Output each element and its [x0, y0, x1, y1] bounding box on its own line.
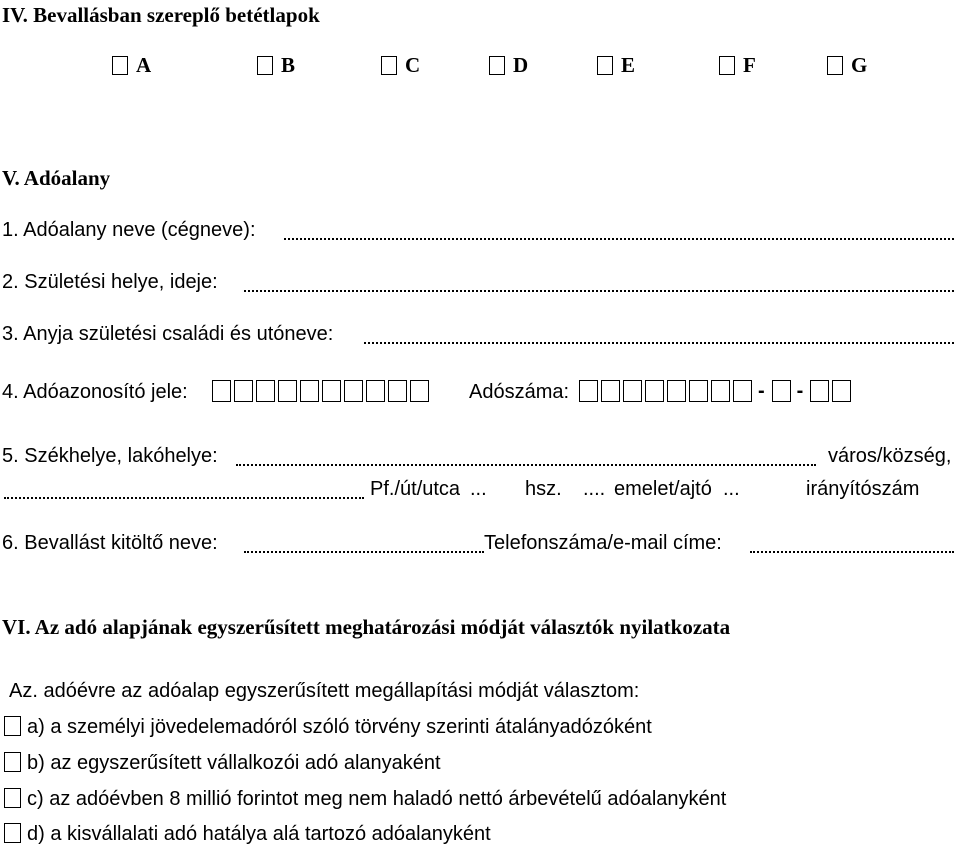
item6-phone-field[interactable]	[750, 551, 954, 553]
option-label-g: G	[851, 53, 868, 77]
item5-zip-label: irányítószám	[806, 478, 920, 500]
checkbox-c[interactable]	[381, 56, 397, 75]
option-label-a: A	[136, 53, 152, 77]
vi-option-c-label: c) az adóévben 8 millió forintot meg nem haladó nettó árbevételű adóalanyként	[27, 788, 727, 810]
option-label-b: B	[281, 53, 296, 77]
item1-field[interactable]	[284, 238, 954, 240]
vi-option-d-label: d) a kisvállalati adó hatálya alá tartozó adóalanyként	[27, 823, 491, 845]
item5-label: 5. Székhelye, lakóhelye:	[2, 445, 218, 467]
item6-phone-label: Telefonszáma/e-mail címe:	[484, 532, 722, 554]
item5-floor-label: emelet/ajtó	[614, 478, 712, 500]
checkbox-a[interactable]	[112, 56, 128, 75]
tax-number-dash-2: -	[796, 380, 804, 402]
betetlap-option-d[interactable]	[489, 53, 528, 78]
vi-option-b-label: b) az egyszerűsített vállalkozói adó alanyaként	[27, 752, 441, 774]
betetlap-option-e[interactable]	[597, 53, 635, 78]
tax-number-boxes[interactable]	[579, 380, 854, 403]
item5-street-dots: ...	[470, 478, 487, 500]
section-vi-title: VI. Az adó alapjának egyszerűsített meghatározási módját választók nyilatkozata	[2, 615, 731, 639]
item5-floor-dots: ...	[723, 478, 740, 500]
item5-city-field[interactable]	[236, 464, 816, 466]
option-label-f: F	[743, 53, 756, 77]
vi-option-d[interactable]	[4, 823, 491, 846]
checkbox-vi-b[interactable]	[4, 752, 21, 772]
tax-id-boxes[interactable]	[212, 380, 432, 402]
checkbox-vi-a[interactable]	[4, 716, 21, 736]
betetlap-option-f[interactable]	[719, 53, 756, 78]
item5-hsz-dots: ....	[583, 478, 606, 500]
checkbox-e[interactable]	[597, 56, 613, 75]
item4-tax-number-label: Adószáma:	[469, 381, 570, 403]
option-label-c: C	[405, 53, 421, 77]
option-label-d: D	[513, 53, 529, 77]
item2-field[interactable]	[244, 290, 954, 292]
checkbox-f[interactable]	[719, 56, 735, 75]
tax-number-dash-1: -	[758, 380, 765, 402]
item5-street-label: Pf./út/utca	[370, 478, 461, 500]
item6-name-field[interactable]	[244, 551, 484, 553]
item1-label: 1. Adóalany neve (cégneve):	[2, 219, 256, 241]
section-iv-title: IV. Bevallásban szereplő betétlapok	[2, 3, 320, 27]
item2-label: 2. Születési helye, ideje:	[2, 271, 218, 293]
betetlap-option-b[interactable]	[257, 53, 295, 78]
checkbox-b[interactable]	[257, 56, 273, 75]
betetlap-option-c[interactable]	[381, 53, 420, 78]
section-vi-intro: Az. adóévre az adóalap egyszerűsített megállapítási módját választom:	[9, 680, 640, 702]
vi-option-b[interactable]	[4, 752, 441, 775]
item5-city-label: város/község,	[828, 445, 952, 467]
betetlap-option-a[interactable]	[112, 53, 151, 78]
item3-label: 3. Anyja születési családi és utóneve:	[2, 323, 334, 345]
checkbox-d[interactable]	[489, 56, 505, 75]
item5-street-field[interactable]	[4, 497, 364, 499]
vi-option-c[interactable]	[4, 788, 726, 811]
vi-option-a[interactable]	[4, 716, 652, 739]
item3-field[interactable]	[364, 342, 954, 344]
item5-hsz-label: hsz.	[525, 478, 562, 500]
section-v-title: V. Adóalany	[2, 166, 111, 190]
item4-label: 4. Adóazonosító jele:	[2, 381, 188, 403]
betetlap-option-g[interactable]	[827, 53, 867, 78]
checkbox-vi-c[interactable]	[4, 788, 21, 808]
item6-label: 6. Bevallást kitöltő neve:	[2, 532, 218, 554]
checkbox-vi-d[interactable]	[4, 823, 21, 843]
checkbox-g[interactable]	[827, 56, 843, 75]
vi-option-a-label: a) a személyi jövedelemadóról szóló törvény szerinti átalányadózóként	[27, 716, 652, 738]
option-label-e: E	[621, 53, 636, 77]
